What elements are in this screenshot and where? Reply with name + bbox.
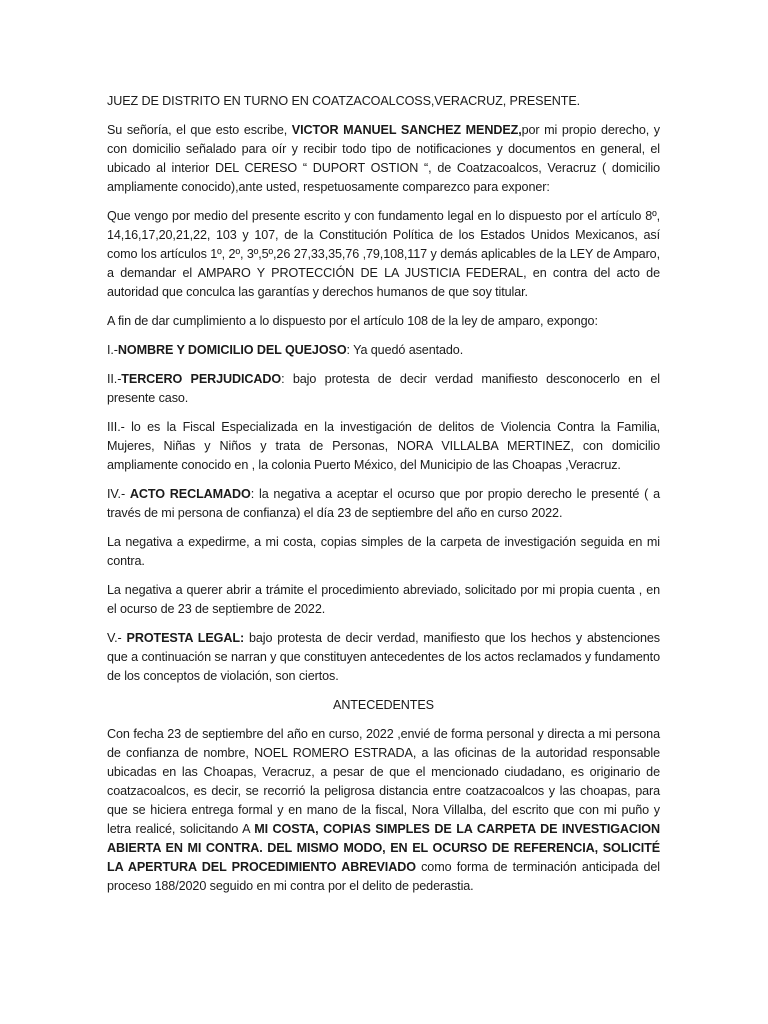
antecedentes-text-1: Con fecha 23 de septiembre del año en curso, 2022 ,envié de forma personal y directa a mi persona de confianza de nombre, NOEL ROMERO ESTRADA, a las oficinas de la autoridad responsable ubicadas en las Choapas, Veracruz, a pesar de que el mencionado ciudadano, es originario de coatzacoalcos, es decir, se recorrió la peligrosa distancia entre coatzacoalcos y las choapas, para que se hiciera entrega formal y en mano de la fiscal, Nora Villalba, del escrito que con mi puño y letra realicé, solicitando A [107, 727, 660, 836]
item-ii-text: : bajo protesta de decir verdad manifiesto desconocerlo en el presente caso. [107, 372, 660, 405]
antecedentes-text-2: como forma de terminación anticipada del proceso 188/2020 seguido en mi contra por el delito de pederastia. [107, 860, 660, 893]
negativa-1-paragraph [107, 533, 660, 571]
negativa-2-paragraph [107, 581, 660, 619]
antecedentes-heading [107, 696, 660, 715]
negativa-2-text: La negativa a querer abrir a trámite el procedimiento abreviado, solicitado por mi propia cuenta , en el ocurso de 23 de septiembre de 2022. [107, 583, 660, 616]
item-iv-paragraph [107, 485, 660, 523]
antecedentes-title: ANTECEDENTES [333, 698, 434, 712]
fundamento-text: Que vengo por medio del presente escrito y con fundamento legal en lo dispuesto por el artículo 8º, 14,16,17,20,21,22, 103 y 107, de la Constitución Política de los Estados Unidos Mexicanos, así como los artículos 1º, 2º, 3º,5º,26 27,33,35,76 ,79,108,117 y demás aplicables de la LEY de Amparo, a demandar el AMPARO Y PROTECCIÓN DE LA JUSTICIA FEDERAL, en contra del acto de autoridad que conculca las garantías y derechos humanos de que soy titular. [107, 209, 660, 299]
petitioner-name: VICTOR MANUEL SANCHEZ MENDEZ, [291, 123, 522, 137]
addressee-text: JUEZ DE DISTRITO EN TURNO EN COATZACOALCOSS,VERACRUZ, PRESENTE. [107, 94, 581, 108]
item-ii-paragraph [107, 370, 660, 408]
item-iv-prefix: IV.- [107, 487, 130, 501]
item-v-prefix: V.- [107, 631, 127, 645]
item-iii-text: III.- lo es la Fiscal Especializada en la investigación de delitos de Violencia Contra la Familia, Mujeres, Niñas y Niños y trata de Personas, NORA VILLALBA MERTINEZ, con domicilio ampliamente conocido en , la colonia Puerto México, del Municipio de las Choapas ,Veracruz. [107, 420, 660, 472]
item-iii-paragraph [107, 418, 660, 475]
negativa-1-text: La negativa a expedirme, a mi costa, copias simples de la carpeta de investigación seguida en mi contra. [107, 535, 660, 568]
document-page [107, 92, 660, 906]
cumplimiento-paragraph [107, 312, 660, 331]
cumplimiento-text: A fin de dar cumplimiento a lo dispuesto por el artículo 108 de la ley de amparo, expongo: [107, 314, 598, 328]
item-i-prefix: I.- [107, 343, 118, 357]
item-v-text: bajo protesta de decir verdad, manifiesto que los hechos y abstenciones que a continuación se narran y que constituyen antecedentes de los actos reclamados y fundamento de los conceptos de violación, son ciertos. [107, 631, 660, 683]
intro-paragraph [107, 121, 660, 197]
item-i-text: : Ya quedó asentado. [346, 343, 464, 357]
fundamento-paragraph [107, 207, 660, 302]
antecedentes-bold-request: MI COSTA, COPIAS SIMPLES DE LA CARPETA DE INVESTIGACION ABIERTA EN MI CONTRA. DEL MISMO MODO, EN EL OCURSO DE REFERENCIA, SOLICITÉ LA APERTURA DEL PROCEDIMIENTO ABREVIADO [107, 822, 660, 874]
item-v-label: PROTESTA LEGAL: [126, 631, 245, 645]
item-i-paragraph [107, 341, 660, 360]
item-v-paragraph [107, 629, 660, 686]
intro-before: Su señoría, el que esto escribe, [107, 123, 292, 137]
item-iv-label: ACTO RECLAMADO [129, 487, 251, 501]
item-iv-text: : la negativa a aceptar el ocurso que por propio derecho le presenté ( a través de mi persona de confianza) el día 23 de septiembre del año en curso 2022. [107, 487, 661, 520]
intro-after: por mi propio derecho, y con domicilio señalado para oír y recibir todo tipo de notificaciones y documentos en general, el ubicado al interior DEL CERESO “ DUPORT OSTION “, de Coatzacoalcos, Veracruz ( domicilio ampliamente conocido),ante usted, respetuosamente comparezco para exponer: [107, 123, 660, 194]
item-i-label: NOMBRE Y DOMICILIO DEL QUEJOSO [117, 343, 347, 357]
addressee-line [107, 92, 660, 111]
item-ii-label: TERCERO PERJUDICADO [121, 372, 282, 386]
item-ii-prefix: II.- [107, 372, 122, 386]
antecedentes-paragraph [107, 725, 660, 896]
